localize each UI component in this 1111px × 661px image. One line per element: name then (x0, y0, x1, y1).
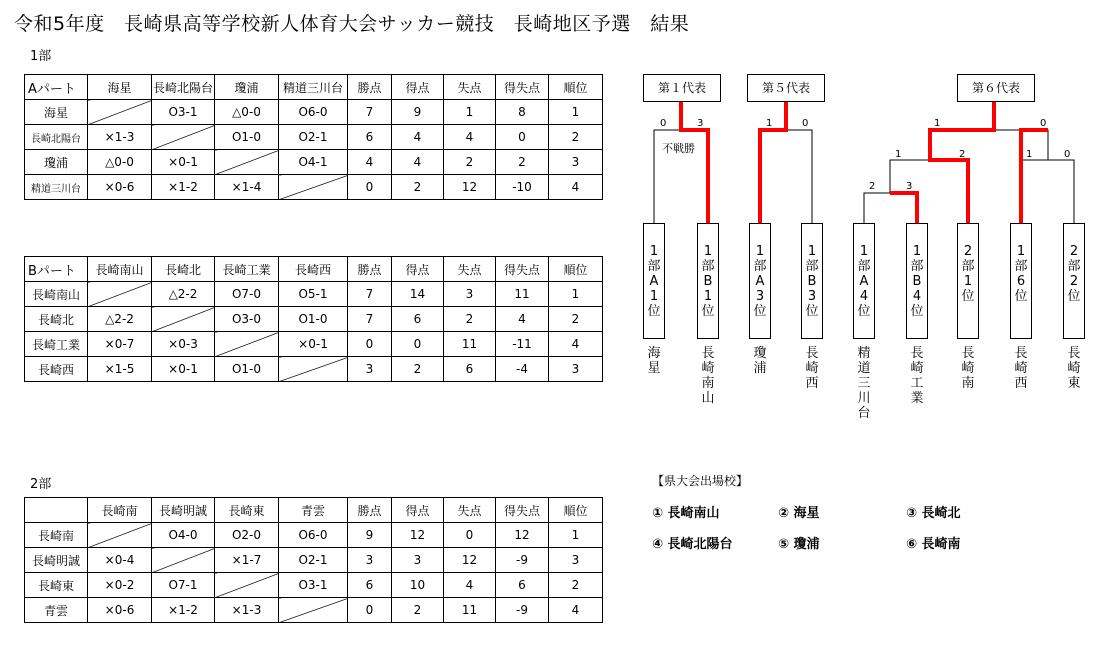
result-cell: O5-1 (279, 282, 348, 307)
result-cell: 8 (496, 100, 549, 125)
qualifier-item: ④ 長崎北陽台 (652, 537, 733, 552)
result-cell: 12 (496, 523, 549, 548)
header-cell: 失点 (444, 498, 496, 523)
result-cell: ×1-5 (88, 357, 152, 382)
team-name-cell: 長崎北 (25, 307, 88, 332)
seed-team-name: 精 道 三 川 台 (857, 346, 871, 421)
header-cell: 長崎南山 (88, 257, 152, 282)
result-cell: 0 (348, 598, 392, 623)
result-cell: 6 (496, 573, 549, 598)
result-cell: O2-1 (279, 125, 348, 150)
result-cell: O4-1 (279, 150, 348, 175)
result-cell: -9 (496, 598, 549, 623)
result-cell: 1 (549, 100, 603, 125)
result-cell: 4 (444, 125, 496, 150)
seed-team-name: 長 崎 西 (805, 346, 819, 391)
rep-box-5: 第５代表 (747, 74, 825, 102)
seed-box: 1 部 A 4 位 (853, 223, 875, 339)
result-cell: 7 (348, 307, 392, 332)
result-cell: 3 (549, 357, 603, 382)
result-cell: ×1-4 (215, 175, 279, 200)
result-cell: 2 (444, 307, 496, 332)
team-name-cell: 長崎北陽台 (25, 125, 88, 150)
result-cell: O3-0 (215, 307, 279, 332)
result-cell: O3-1 (279, 573, 348, 598)
result-cell: ×0-3 (152, 332, 215, 357)
score: 3 (697, 118, 704, 129)
corner-cell: Bパート (25, 257, 88, 282)
result-cell: 6 (348, 125, 392, 150)
result-cell: O1-0 (215, 125, 279, 150)
result-cell: 9 (392, 100, 444, 125)
header-cell: 得失点 (496, 498, 549, 523)
result-cell: ×1-2 (152, 175, 215, 200)
result-cell: △2-2 (152, 282, 215, 307)
result-cell: ×0-1 (152, 357, 215, 382)
result-cell: 6 (444, 357, 496, 382)
result-cell: -11 (496, 332, 549, 357)
header-cell: 得点 (392, 498, 444, 523)
rep-box-1: 第１代表 (643, 74, 721, 102)
seed-team-name: 長 崎 東 (1067, 346, 1081, 391)
result-cell: 10 (392, 573, 444, 598)
qualifiers-title: 【県大会出場校】 (652, 474, 749, 488)
header-cell: 長崎明誠 (152, 498, 215, 523)
result-cell: 3 (549, 150, 603, 175)
header-cell: 長崎工業 (215, 257, 279, 282)
result-cell: 1 (444, 100, 496, 125)
header-cell: 得点 (392, 75, 444, 100)
result-cell: ×1-2 (152, 598, 215, 623)
rep-box-6: 第６代表 (957, 74, 1035, 102)
team-name-cell: 精道三川台 (25, 175, 88, 200)
header-cell: 長崎北 (152, 257, 215, 282)
result-cell: 1 (549, 282, 603, 307)
result-cell: 2 (392, 598, 444, 623)
corner-cell: Aパート (25, 75, 88, 100)
result-cell: 4 (549, 332, 603, 357)
seed-team-name: 長 崎 南 山 (701, 346, 715, 406)
result-cell: 4 (444, 573, 496, 598)
result-cell: O1-0 (279, 307, 348, 332)
result-cell: -10 (496, 175, 549, 200)
result-cell: O4-0 (152, 523, 215, 548)
result-cell: O7-0 (215, 282, 279, 307)
result-cell: 9 (348, 523, 392, 548)
score: 1 (766, 118, 773, 129)
result-cell: △2-2 (88, 307, 152, 332)
division-1-label: 1部 (30, 49, 52, 64)
result-cell: 4 (549, 175, 603, 200)
team-name-cell: 長崎工業 (25, 332, 88, 357)
seed-team-name: 長 崎 南 (961, 346, 975, 391)
seed-box: 1 部 B 4 位 (906, 223, 928, 339)
result-cell: 1 (549, 523, 603, 548)
result-cell: △0-0 (215, 100, 279, 125)
result-cell: 3 (444, 282, 496, 307)
result-cell: 12 (444, 175, 496, 200)
result-cell: 0 (444, 523, 496, 548)
result-cell: 7 (348, 100, 392, 125)
seed-box: 2 部 2 位 (1063, 223, 1085, 339)
header-cell: 順位 (549, 257, 603, 282)
header-cell: 順位 (549, 498, 603, 523)
result-cell: 0 (496, 125, 549, 150)
seed-team-name: 瓊 浦 (753, 346, 767, 376)
result-cell: 11 (496, 282, 549, 307)
result-cell: ×0-1 (152, 150, 215, 175)
header-cell: 失点 (444, 75, 496, 100)
result-cell: ×1-3 (215, 598, 279, 623)
score: 0 (802, 118, 809, 129)
header-cell: 瓊浦 (215, 75, 279, 100)
seed-box: 2 部 1 位 (957, 223, 979, 339)
result-cell: 4 (496, 307, 549, 332)
header-cell: 勝点 (348, 498, 392, 523)
page-title: 令和5年度 長崎県高等学校新人体育大会サッカー競技 長崎地区予選 結果 (14, 13, 690, 35)
result-cell: 6 (392, 307, 444, 332)
score: 0 (660, 118, 667, 129)
seed-team-name: 長 崎 西 (1014, 346, 1028, 391)
result-cell: 3 (348, 548, 392, 573)
qualifier-item: ③ 長崎北 (906, 506, 961, 521)
result-cell: 0 (348, 332, 392, 357)
result-cell: ×0-1 (279, 332, 348, 357)
team-name-cell: 長崎東 (25, 573, 88, 598)
result-cell: 4 (348, 150, 392, 175)
result-cell: 0 (348, 175, 392, 200)
result-cell: 11 (444, 332, 496, 357)
header-cell: 勝点 (348, 257, 392, 282)
header-cell: 得点 (392, 257, 444, 282)
division-2-label: 2部 (30, 477, 52, 492)
team-name-cell: 海星 (25, 100, 88, 125)
result-cell: ×0-6 (88, 175, 152, 200)
seed-box: 1 部 A 3 位 (749, 223, 771, 339)
result-cell: ×0-4 (88, 548, 152, 573)
result-cell: O3-1 (152, 100, 215, 125)
result-cell: ×1-3 (88, 125, 152, 150)
result-cell: 2 (392, 175, 444, 200)
score: 0 (1064, 149, 1071, 160)
seed-box: 1 部 A 1 位 (643, 223, 665, 339)
walkover-note: 不戦勝 (662, 142, 695, 155)
result-cell: 4 (392, 150, 444, 175)
seed-box: 1 部 B 3 位 (801, 223, 823, 339)
seed-box: 1 部 B 1 位 (697, 223, 719, 339)
result-cell: 12 (392, 523, 444, 548)
result-cell: 4 (392, 125, 444, 150)
header-cell: 青雲 (279, 498, 348, 523)
header-cell: 長崎東 (215, 498, 279, 523)
result-cell: 2 (392, 357, 444, 382)
result-cell: 12 (444, 548, 496, 573)
header-cell: 勝点 (348, 75, 392, 100)
result-cell: 7 (348, 282, 392, 307)
result-cell: 11 (444, 598, 496, 623)
score: 3 (906, 181, 913, 192)
header-cell: 精道三川台 (279, 75, 348, 100)
result-cell: O2-0 (215, 523, 279, 548)
result-cell: -9 (496, 548, 549, 573)
team-name-cell: 青雲 (25, 598, 88, 623)
bracket-lines (654, 101, 1074, 223)
result-cell: O6-0 (279, 523, 348, 548)
header-cell: 失点 (444, 257, 496, 282)
result-cell: 4 (549, 598, 603, 623)
result-cell: 2 (549, 307, 603, 332)
result-cell: ×0-6 (88, 598, 152, 623)
result-cell: O7-1 (152, 573, 215, 598)
result-cell: ×1-7 (215, 548, 279, 573)
seed-team-name: 長 崎 工 業 (910, 346, 924, 406)
score: 1 (1026, 149, 1033, 160)
seed-team-name: 海 星 (647, 346, 661, 376)
result-cell: O1-0 (215, 357, 279, 382)
result-cell: -4 (496, 357, 549, 382)
result-cell: 14 (392, 282, 444, 307)
seed-box: 1 部 6 位 (1010, 223, 1032, 339)
score: 0 (1040, 118, 1047, 129)
header-cell: 長崎南 (88, 498, 152, 523)
result-cell: 2 (496, 150, 549, 175)
header-cell: 長崎北陽台 (152, 75, 215, 100)
result-cell: 3 (348, 357, 392, 382)
result-cell: 6 (348, 573, 392, 598)
result-cell: 3 (549, 548, 603, 573)
team-name-cell: 長崎西 (25, 357, 88, 382)
qualifier-item: ② 海星 (778, 506, 820, 521)
result-cell: ×0-7 (88, 332, 152, 357)
qualifier-item: ⑥ 長崎南 (906, 537, 961, 552)
result-cell: 2 (549, 125, 603, 150)
result-cell: O6-0 (279, 100, 348, 125)
team-name-cell: 瓊浦 (25, 150, 88, 175)
result-cell: O2-1 (279, 548, 348, 573)
result-cell: 2 (444, 150, 496, 175)
team-name-cell: 長崎南 (25, 523, 88, 548)
qualifier-item: ① 長崎南山 (652, 506, 720, 521)
header-cell: 得失点 (496, 75, 549, 100)
qualifier-item: ⑤ 瓊浦 (778, 537, 820, 552)
team-name-cell: 長崎南山 (25, 282, 88, 307)
header-cell: 長崎西 (279, 257, 348, 282)
result-cell: ×0-2 (88, 573, 152, 598)
score: 1 (895, 149, 902, 160)
result-cell: 3 (392, 548, 444, 573)
score: 2 (959, 149, 966, 160)
result-cell: 2 (549, 573, 603, 598)
header-cell: 得失点 (496, 257, 549, 282)
score: 2 (869, 181, 876, 192)
result-cell: 0 (392, 332, 444, 357)
result-cell: △0-0 (88, 150, 152, 175)
header-cell: 順位 (549, 75, 603, 100)
header-cell: 海星 (88, 75, 152, 100)
team-name-cell: 長崎明誠 (25, 548, 88, 573)
score: 1 (934, 118, 941, 129)
